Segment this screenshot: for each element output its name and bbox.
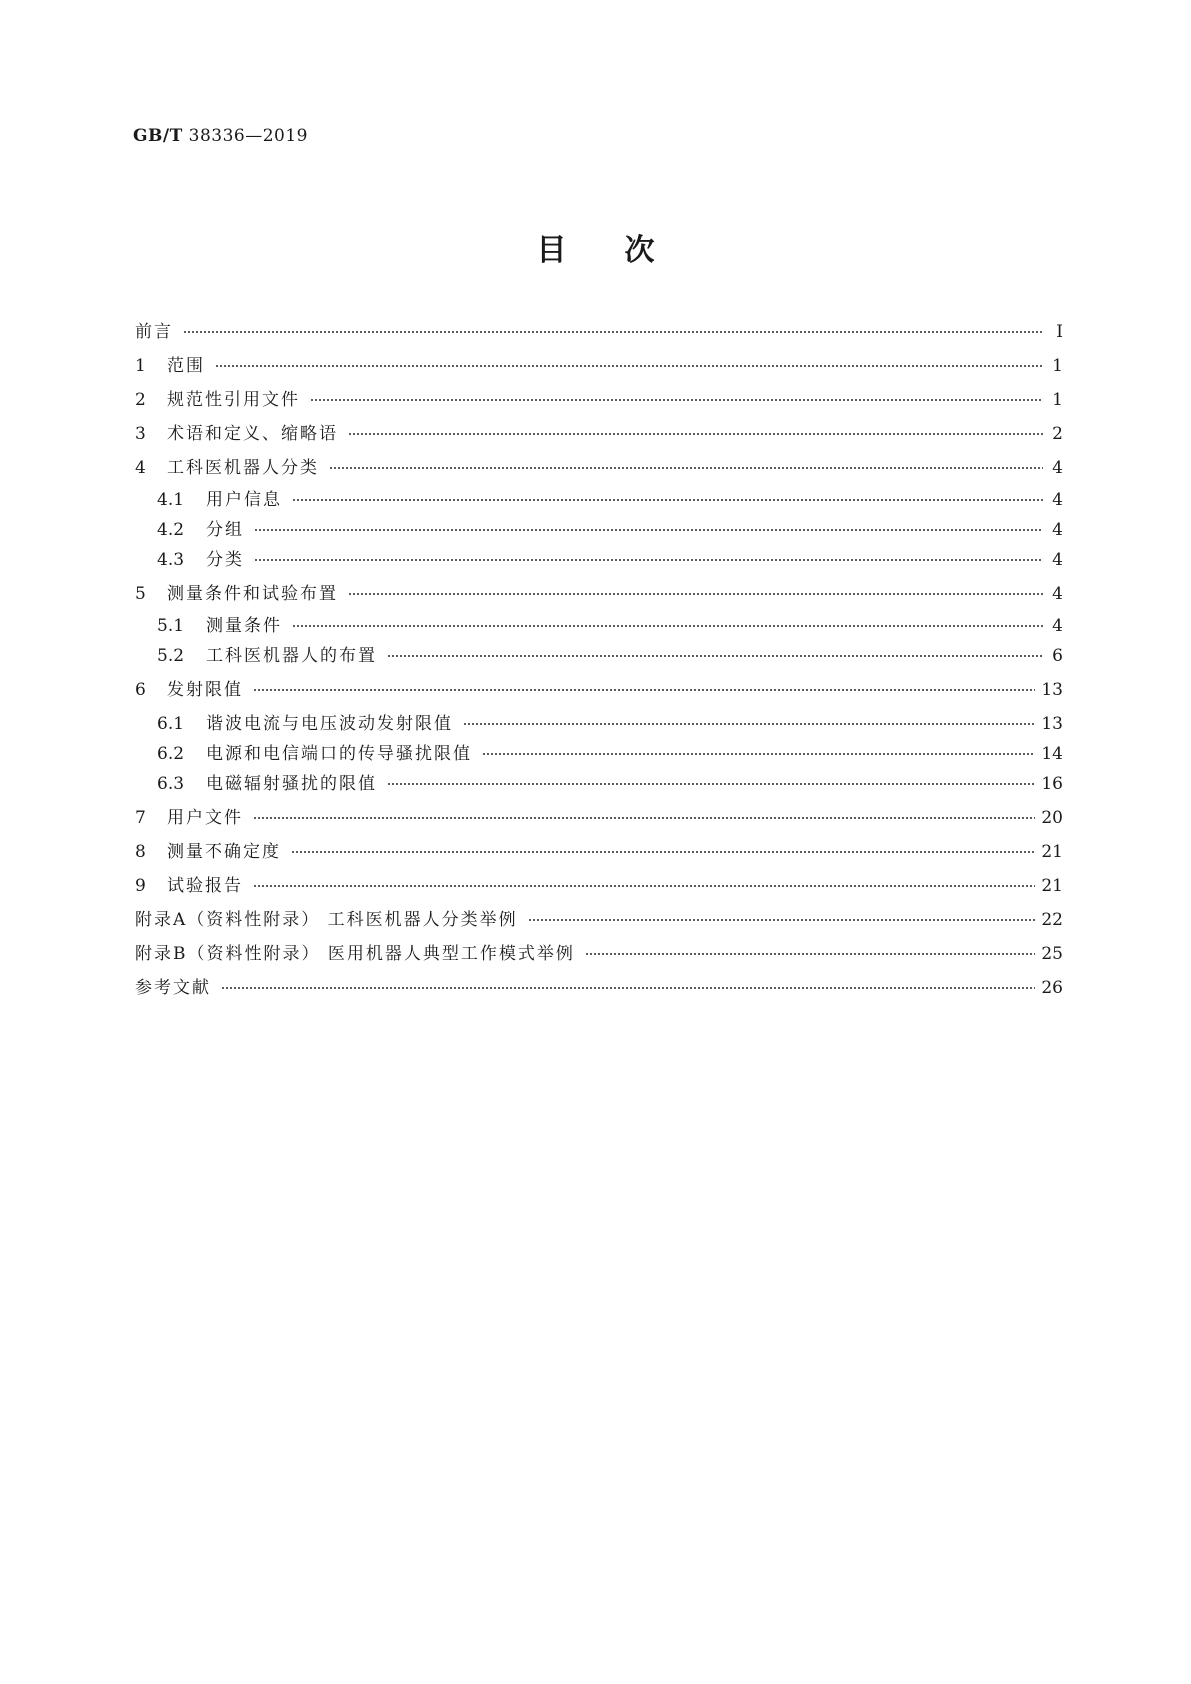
leader-dots bbox=[253, 817, 1035, 819]
leader-dots bbox=[183, 331, 1043, 333]
page-title: 目次 bbox=[536, 233, 713, 268]
toc-entry-number: 8 bbox=[135, 842, 146, 862]
toc-entry[interactable] bbox=[157, 614, 1063, 638]
leader-dots bbox=[482, 753, 1035, 755]
toc-entry-page: 14 bbox=[1041, 744, 1063, 764]
toc-entry[interactable] bbox=[157, 548, 1063, 572]
leader-dots bbox=[254, 559, 1043, 561]
toc-entry-number: 2 bbox=[135, 390, 146, 410]
toc-entry[interactable] bbox=[135, 582, 1063, 606]
toc-entry[interactable] bbox=[135, 320, 1063, 344]
toc-entry[interactable] bbox=[157, 712, 1063, 736]
toc-entry-page: 22 bbox=[1041, 910, 1063, 930]
leader-dots bbox=[253, 689, 1035, 691]
toc-entry-number: 6.1 bbox=[157, 714, 185, 734]
toc-entry-number: 5.2 bbox=[157, 646, 185, 666]
toc-entry[interactable] bbox=[135, 908, 1063, 932]
toc-entry-label: 范围 bbox=[167, 356, 205, 376]
toc-entry-page: 13 bbox=[1041, 680, 1063, 700]
toc-entry-number: 4.1 bbox=[157, 490, 185, 510]
toc-entry[interactable] bbox=[135, 806, 1063, 830]
toc-entry-page: 26 bbox=[1041, 978, 1063, 998]
standard-number: 38336—2019 bbox=[188, 126, 308, 146]
toc-entry-page: 6 bbox=[1052, 646, 1063, 666]
toc-entry-label: 参考文献 bbox=[135, 978, 211, 998]
toc-entry-label: 工科医机器人分类 bbox=[167, 458, 319, 478]
leader-dots bbox=[254, 529, 1043, 531]
toc-entry-page: 4 bbox=[1052, 490, 1063, 510]
leader-dots bbox=[291, 851, 1035, 853]
toc-entry-page: 25 bbox=[1041, 944, 1063, 964]
leader-dots bbox=[310, 399, 1043, 401]
leader-dots bbox=[292, 499, 1043, 501]
toc-entry[interactable] bbox=[157, 488, 1063, 512]
toc-entry-number: 9 bbox=[135, 876, 146, 896]
toc-entry-label: 谐波电流与电压波动发射限值 bbox=[206, 714, 453, 734]
toc-entry-page: 20 bbox=[1041, 808, 1063, 828]
toc-entry-label: 测量不确定度 bbox=[167, 842, 281, 862]
toc-entry[interactable] bbox=[135, 422, 1063, 446]
toc-entry-label: 分组 bbox=[206, 520, 244, 540]
toc-entry-page: Ⅰ bbox=[1056, 322, 1063, 342]
toc-entry[interactable] bbox=[135, 388, 1063, 412]
toc-entry-page: 4 bbox=[1052, 458, 1063, 478]
toc-entry-page: 1 bbox=[1052, 390, 1063, 410]
leader-dots bbox=[292, 625, 1043, 627]
leader-dots bbox=[253, 885, 1035, 887]
toc-entry-number: 7 bbox=[135, 808, 146, 828]
toc-entry-label: 术语和定义、缩略语 bbox=[167, 424, 338, 444]
toc-entry-page: 2 bbox=[1052, 424, 1063, 444]
toc-entry-number: 4.2 bbox=[157, 520, 185, 540]
leader-dots bbox=[387, 783, 1035, 785]
toc-entry[interactable] bbox=[135, 678, 1063, 702]
toc-entry-number: 4.3 bbox=[157, 550, 185, 570]
leader-dots bbox=[215, 365, 1043, 367]
toc-entry-label: 规范性引用文件 bbox=[167, 390, 300, 410]
toc-entry-label: 测量条件 bbox=[206, 616, 282, 636]
toc-entry-label: 电源和电信端口的传导骚扰限值 bbox=[206, 744, 472, 764]
toc-entry-number: 6 bbox=[135, 680, 146, 700]
toc-entry-page: 4 bbox=[1052, 616, 1063, 636]
toc-entry[interactable] bbox=[157, 772, 1063, 796]
toc-entry-number: 3 bbox=[135, 424, 146, 444]
toc-entry-page: 4 bbox=[1052, 584, 1063, 604]
toc-entry[interactable] bbox=[157, 518, 1063, 542]
toc-entry-number: 1 bbox=[135, 356, 146, 376]
leader-dots bbox=[528, 919, 1036, 921]
toc-entry[interactable] bbox=[157, 742, 1063, 766]
leader-dots bbox=[387, 655, 1043, 657]
toc-entry-number: 5.1 bbox=[157, 616, 185, 636]
leader-dots bbox=[585, 953, 1035, 955]
leader-dots bbox=[221, 987, 1035, 989]
toc-entry-page: 21 bbox=[1041, 842, 1063, 862]
toc-entry-label: 附录B（资料性附录） 医用机器人典型工作模式举例 bbox=[135, 944, 575, 964]
toc-entry[interactable] bbox=[135, 840, 1063, 864]
toc-entry-number: 4 bbox=[135, 458, 146, 478]
toc-entry-page: 16 bbox=[1041, 774, 1063, 794]
toc-entry-page: 13 bbox=[1041, 714, 1063, 734]
toc-entry-page: 21 bbox=[1041, 876, 1063, 896]
leader-dots bbox=[348, 593, 1043, 595]
toc-entry-number: 5 bbox=[135, 584, 146, 604]
toc-entry-page: 1 bbox=[1052, 356, 1063, 376]
toc-entry-label: 附录A（资料性附录） 工科医机器人分类举例 bbox=[135, 910, 518, 930]
toc-entry-label: 发射限值 bbox=[167, 680, 243, 700]
leader-dots bbox=[329, 467, 1043, 469]
toc-entry[interactable] bbox=[157, 644, 1063, 668]
toc-entry[interactable] bbox=[135, 456, 1063, 480]
toc-entry-label: 电磁辐射骚扰的限值 bbox=[206, 774, 377, 794]
toc-entry-page: 4 bbox=[1052, 550, 1063, 570]
toc-entry-number: 6.2 bbox=[157, 744, 185, 764]
standard-code bbox=[133, 126, 308, 146]
standard-prefix: GB/T bbox=[133, 126, 183, 146]
toc-entry-label: 试验报告 bbox=[167, 876, 243, 896]
toc-entry[interactable] bbox=[135, 874, 1063, 898]
leader-dots bbox=[348, 433, 1043, 435]
toc-entry-label: 前言 bbox=[135, 322, 173, 342]
toc-entry-label: 用户文件 bbox=[167, 808, 243, 828]
toc-entry[interactable] bbox=[135, 942, 1063, 966]
toc-entry-label: 用户信息 bbox=[206, 490, 282, 510]
toc-entry-number: 6.3 bbox=[157, 774, 185, 794]
toc-entry-label: 分类 bbox=[206, 550, 244, 570]
toc-entry[interactable] bbox=[135, 976, 1063, 1000]
toc-entry-page: 4 bbox=[1052, 520, 1063, 540]
leader-dots bbox=[463, 723, 1035, 725]
toc-entry[interactable] bbox=[135, 354, 1063, 378]
toc-entry-label: 测量条件和试验布置 bbox=[167, 584, 338, 604]
toc-entry-label: 工科医机器人的布置 bbox=[206, 646, 377, 666]
